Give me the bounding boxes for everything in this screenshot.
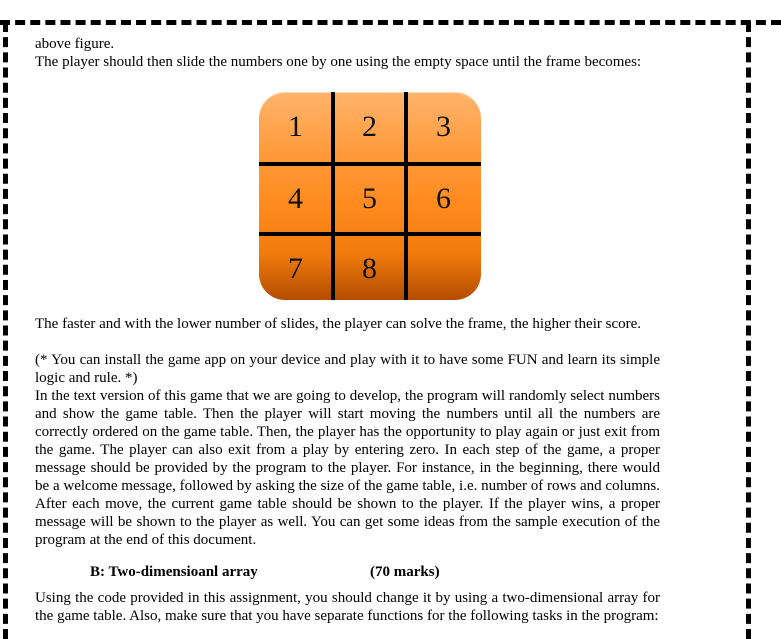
puzzle-tile: 4 [288,181,303,215]
puzzle-tile: 5 [362,181,377,215]
paragraph-faster-score: The faster and with the lower number of slides, the player can solve the frame, the higher their score. [35,316,642,332]
puzzle-tile: 7 [288,251,303,285]
paragraph-text-version: In the text version of this game that we are going to develop, the program will randomly select numbers and show the game table. Then the player will start moving the numbers until all the numbers are correctly ordered on the game table. Then, the player has the opportunity to play again or just exit from the game. The player can also exit from a play by entering zero. In each step of the game, a proper message should be provided by the program to the player. For instance, in the beginning, there would be a welcome message, followed by asking the size of the game table, i.e. number of rows and columns. After each move, the current game table should be shown to the player. If the player wins, a proper message will be shown to the player as well. You can get some ideas from the sample execution of the program at the end of this document. [35,388,660,548]
paragraph-using-code: Using the code provided in this assignment, you should change it by using a two-dimensional array for the game table. Also, make sure that you have separate functions for the following tasks in the program: [35,590,660,624]
puzzle-grid-line [259,162,481,166]
puzzle-tile: 1 [288,109,303,143]
puzzle-grid-line [259,232,481,236]
paragraph-install-note: (* You can install the game app on your device and play with it to have some FUN and learn its simple logic and rule. *) [35,352,660,386]
paragraph-above-figure: above figure. [35,36,115,52]
puzzle-grid-line [331,92,335,300]
puzzle-tile: 8 [362,251,377,285]
dashed-border-right [746,22,751,639]
section-marks: (70 marks) [370,564,440,580]
dashed-border-top [0,0,781,25]
puzzle-tile: 3 [436,109,451,143]
puzzle-empty-tile [407,234,480,300]
sliding-puzzle-figure [259,92,481,300]
puzzle-grid-line [404,92,408,300]
dashed-border-left [3,22,8,639]
puzzle-tile: 2 [362,109,377,143]
section-title: B: Two-dimensioanl array [90,564,258,580]
paragraph-slide-instruction: The player should then slide the numbers one by one using the empty space until the frame becomes: [35,54,642,70]
puzzle-tile: 6 [436,181,451,215]
